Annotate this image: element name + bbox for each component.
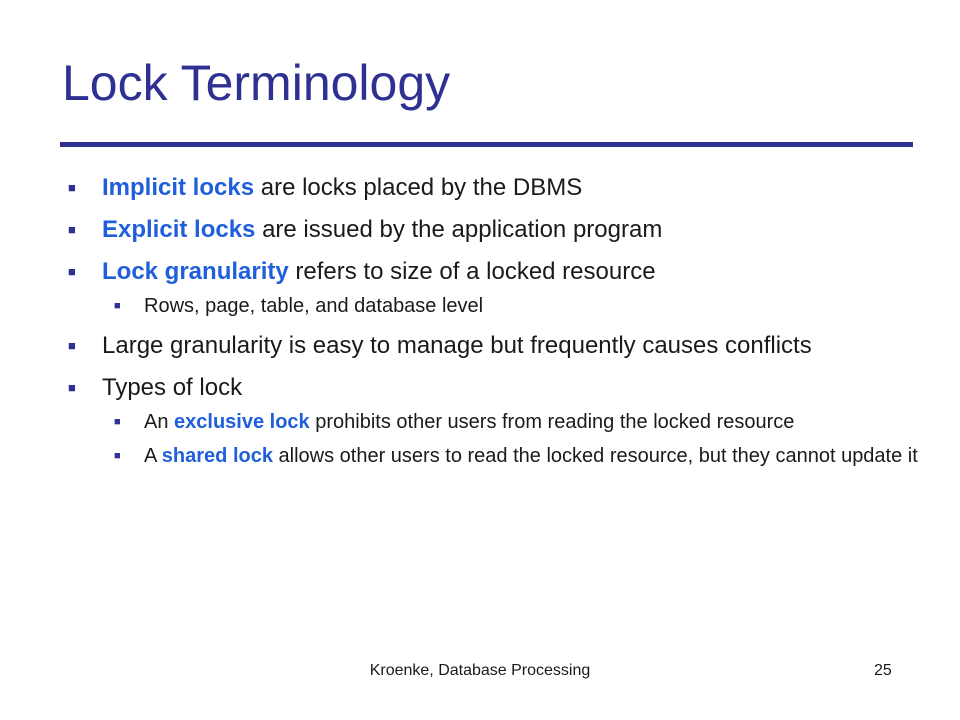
bullet-text: Types of lock: [102, 374, 243, 401]
bullet-item: [62, 374, 922, 402]
square-bullet-icon: ■: [114, 450, 121, 462]
term: shared lock: [161, 445, 273, 467]
term: Lock granularity: [102, 258, 289, 285]
bullet-text-prefix: A: [144, 445, 162, 467]
square-bullet-icon: ■: [68, 338, 76, 353]
sub-bullet-item: [62, 294, 922, 318]
term: Implicit locks: [102, 174, 255, 201]
square-bullet-icon: ■: [114, 300, 121, 312]
bullet-text: are issued by the application program: [255, 216, 663, 243]
bullet-item: [62, 258, 922, 286]
square-bullet-icon: ■: [114, 416, 121, 428]
bullet-item: [62, 174, 922, 202]
bullet-text: are locks placed by the DBMS: [254, 174, 583, 201]
sub-bullet-item: [62, 444, 922, 468]
sub-bullet-item: [62, 410, 922, 434]
bullet-text: prohibits other users from reading the locked resource: [309, 411, 795, 433]
bullet-item: [62, 332, 922, 360]
bullet-text-prefix: An: [144, 411, 175, 433]
square-bullet-icon: ■: [68, 180, 76, 195]
bullet-text: Large granularity is easy to manage but frequently causes conflicts: [102, 332, 812, 359]
bullet-text: allows other users to read the locked resource, but they cannot update it: [272, 445, 918, 467]
page-number: 25: [874, 662, 892, 679]
slide-body: [62, 174, 922, 478]
square-bullet-icon: ■: [68, 222, 76, 237]
term: Explicit locks: [102, 216, 256, 243]
square-bullet-icon: ■: [68, 380, 76, 395]
slide-title: Lock Terminology: [62, 55, 451, 111]
slide-footer: Kroenke, Database Processing: [369, 662, 591, 679]
bullet-text: refers to size of a locked resource: [288, 258, 656, 285]
title-underline: [60, 142, 913, 147]
bullet-item: [62, 216, 922, 244]
square-bullet-icon: ■: [68, 264, 76, 279]
term: exclusive lock: [174, 411, 310, 433]
bullet-text: Rows, page, table, and database level: [144, 295, 484, 317]
